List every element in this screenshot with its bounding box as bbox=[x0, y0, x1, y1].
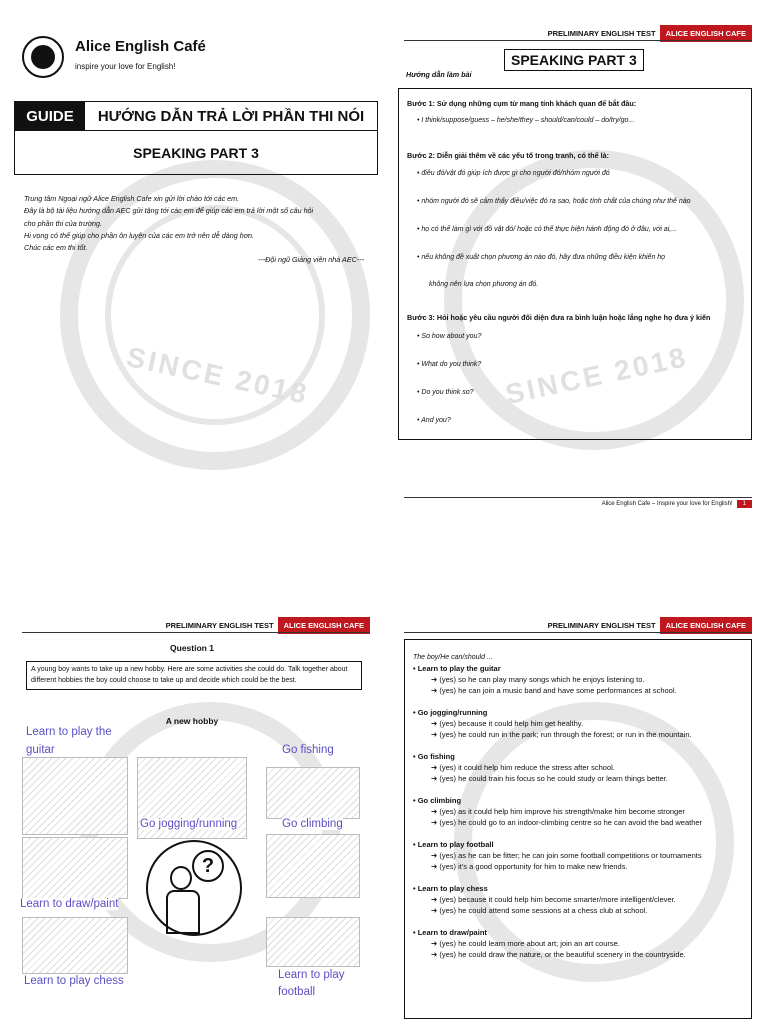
step3-heading: Bước 3: Hỏi hoặc yêu cầu người đối diện đưa ra bình luận hoặc lắng nghe họ đưa ý kiến bbox=[407, 313, 711, 322]
footer-text: Alice English Cafe – Inspire your love for English! bbox=[601, 501, 733, 507]
topic-line: ➔ (yes) he could go to an indoor-climbing centre so he can avoid the bad weather bbox=[431, 818, 703, 827]
boy-head bbox=[170, 866, 192, 890]
topic-line: ➔ (yes) he can join a music band and have some performances at school. bbox=[431, 686, 677, 695]
topic-line: ➔ (yes) he could learn more about art; join an art course. bbox=[431, 939, 620, 948]
chess-illustration bbox=[22, 917, 128, 974]
topic-title: • Learn to play the guitar bbox=[413, 664, 501, 673]
guide-label: Hướng dẫn làm bài bbox=[406, 70, 472, 79]
step2-item: • nhóm người đó sẽ cảm thấy điều/việc đó ra sao, hoặc tính chất của chúng như thế nào bbox=[417, 198, 691, 205]
label-football: Learn to play football bbox=[278, 967, 358, 1001]
step3-item: • Do you think so? bbox=[417, 389, 474, 396]
football-illustration bbox=[266, 917, 360, 967]
topic-title: • Learn to play football bbox=[413, 840, 494, 849]
header-rule bbox=[404, 40, 752, 41]
step2-item: • điều đó/vật đó giúp ích được gì cho người đó/nhóm người đó bbox=[417, 170, 610, 177]
topic-line: ➔ (yes) it's a good opportunity for him to make new friends. bbox=[431, 862, 628, 871]
topic-title: • Go fishing bbox=[413, 752, 455, 761]
brand-tagline: inspire your love for English! bbox=[75, 62, 176, 71]
step1-heading: Bước 1: Sử dụng những cụm từ mang tính khách quan để bắt đầu: bbox=[407, 99, 637, 108]
question-mark-icon: ? bbox=[192, 850, 224, 882]
intro-line: Đây là bộ tài liệu hướng dẫn AEC gửi tặng tới các em để giúp các em trả lời một số câu hỏi bbox=[24, 206, 314, 216]
guide-subtitle: SPEAKING PART 3 bbox=[133, 144, 259, 161]
label-climbing: Go climbing bbox=[282, 818, 343, 830]
watermark-since: SINCE 2018 bbox=[502, 341, 691, 410]
image-title: A new hobby bbox=[165, 716, 219, 726]
page-number: 1 bbox=[737, 500, 752, 508]
step3-item: • So how about you? bbox=[417, 333, 482, 340]
intro-text bbox=[24, 193, 374, 267]
intro-line: Chúc các em thi tốt. bbox=[24, 243, 88, 253]
guide-title: HƯỚNG DẪN TRẢ LỜI PHẦN THI NÓI bbox=[97, 107, 365, 125]
answers-box bbox=[404, 639, 752, 1019]
topic-block bbox=[413, 751, 751, 784]
topic-line: ➔ (yes) he could train his focus so he could study or learn things better. bbox=[431, 774, 668, 783]
topic-block bbox=[413, 707, 751, 740]
header-right: ALICE ENGLISH CAFE bbox=[660, 25, 752, 42]
header-right: ALICE ENGLISH CAFE bbox=[660, 617, 752, 634]
speaking-part-title: SPEAKING PART 3 bbox=[504, 49, 644, 71]
topic-line: ➔ (yes) as he can be fitter; he can join some football competitions or tournaments bbox=[431, 851, 702, 860]
question-page bbox=[0, 512, 384, 1024]
header-rule bbox=[22, 632, 370, 633]
guide-subtitle-box bbox=[14, 131, 378, 175]
topic-block bbox=[413, 883, 751, 916]
footer-rule bbox=[404, 497, 752, 498]
answers-page bbox=[384, 512, 768, 1024]
topic-line: ➔ (yes) because it could help him become smarter/more intelligent/clever. bbox=[431, 895, 676, 904]
label-guitar: Learn to play the guitar bbox=[26, 726, 112, 756]
draw-illustration bbox=[22, 837, 128, 899]
topic-block bbox=[413, 663, 751, 696]
topic-title: • Learn to play chess bbox=[413, 884, 488, 893]
header-left: PRELIMINARY ENGLISH TEST bbox=[547, 29, 656, 38]
topic-block bbox=[413, 839, 751, 872]
step3-item: • What do you think? bbox=[417, 361, 482, 368]
topic-block bbox=[413, 795, 751, 828]
guitar-illustration bbox=[22, 757, 128, 835]
intro-line: Hi vọng có thể giúp cho phần ôn luyện của các em trở nên dễ dàng hơn. bbox=[24, 230, 255, 240]
label-fishing: Go fishing bbox=[282, 744, 334, 756]
topic-line: ➔ (yes) because it could help him get healthy. bbox=[431, 719, 584, 728]
topic-title: • Go jogging/running bbox=[413, 708, 488, 717]
guide-box bbox=[398, 88, 752, 440]
guide-tag: GUIDE bbox=[15, 102, 85, 130]
step2-item-cont: không nên lựa chọn phương án đó. bbox=[429, 281, 539, 288]
brand-name: Alice English Café bbox=[75, 38, 206, 55]
header-left: PRELIMINARY ENGLISH TEST bbox=[547, 621, 656, 630]
guide-page bbox=[384, 0, 768, 512]
label-jogging: Go jogging/running bbox=[140, 818, 238, 830]
step1-item: • I think/suppose/guess – he/she/they – should/can/could – do/try/go... bbox=[417, 117, 635, 124]
question-prompt: A young boy wants to take up a new hobby. Here are some activities she could do. Talk together about different hobbies the boy could choose to take up and decide which could be the best. bbox=[26, 661, 362, 690]
step3-item: • And you? bbox=[417, 417, 451, 424]
intro-signature: ---Đội ngũ Giảng viên nhà AEC--- bbox=[258, 255, 364, 265]
answers-intro: The boy/He can/should ... bbox=[413, 654, 493, 661]
intro-line: cho phần thi của trường. bbox=[24, 218, 103, 228]
label-draw: Learn to draw/paint bbox=[20, 898, 119, 910]
thinking-boy-circle bbox=[146, 840, 242, 936]
label-chess: Learn to play chess bbox=[24, 975, 124, 987]
intro-line: Trung tâm Ngoại ngữ Alice English Cafe xin gửi lời chào tới các em. bbox=[24, 194, 240, 203]
header-left: PRELIMINARY ENGLISH TEST bbox=[165, 621, 274, 630]
topic-line: ➔ (yes) as it could help him improve his strength/make him become stronger bbox=[431, 807, 685, 816]
fishing-illustration bbox=[266, 767, 360, 819]
question-title: Question 1 bbox=[170, 643, 214, 653]
step2-item: • nếu không đề xuất chọn phương án nào đó, hãy đưa những điều kiện khiến họ bbox=[417, 254, 666, 261]
climbing-illustration bbox=[266, 834, 360, 898]
step2-item: • họ có thể làm gì với đồ vật đó/ hoặc có thể thực hiện hành động đó ở đâu, với ai,... bbox=[417, 226, 678, 233]
topic-block bbox=[413, 927, 751, 960]
watermark-since: SINCE 2018 bbox=[123, 341, 312, 410]
header-right: ALICE ENGLISH CAFE bbox=[278, 617, 370, 634]
page-footer bbox=[602, 500, 752, 508]
topic-line: ➔ (yes) he could run in the park; run through the forest; or run in the mountain. bbox=[431, 730, 692, 739]
brand-logo bbox=[22, 36, 64, 78]
header-rule bbox=[404, 632, 752, 633]
topic-title: • Go climbing bbox=[413, 796, 462, 805]
boy-body bbox=[166, 890, 200, 934]
topic-line: ➔ (yes) he could draw the nature, or the beautiful scenery in the countryside. bbox=[431, 950, 686, 959]
topic-line: ➔ (yes) it could help him reduce the stress after school. bbox=[431, 763, 615, 772]
guide-banner bbox=[14, 101, 378, 131]
topic-line: ➔ (yes) so he can play many songs which he enjoys listening to. bbox=[431, 675, 645, 684]
cover-page bbox=[0, 0, 384, 512]
coffee-cup-logo-icon bbox=[31, 45, 55, 69]
topic-title: • Learn to draw/paint bbox=[413, 928, 487, 937]
step2-heading: Bước 2: Diễn giải thêm về các yếu tố trong tranh, có thể là: bbox=[407, 151, 610, 160]
topic-line: ➔ (yes) he could attend some sessions at a chess club at school. bbox=[431, 906, 648, 915]
